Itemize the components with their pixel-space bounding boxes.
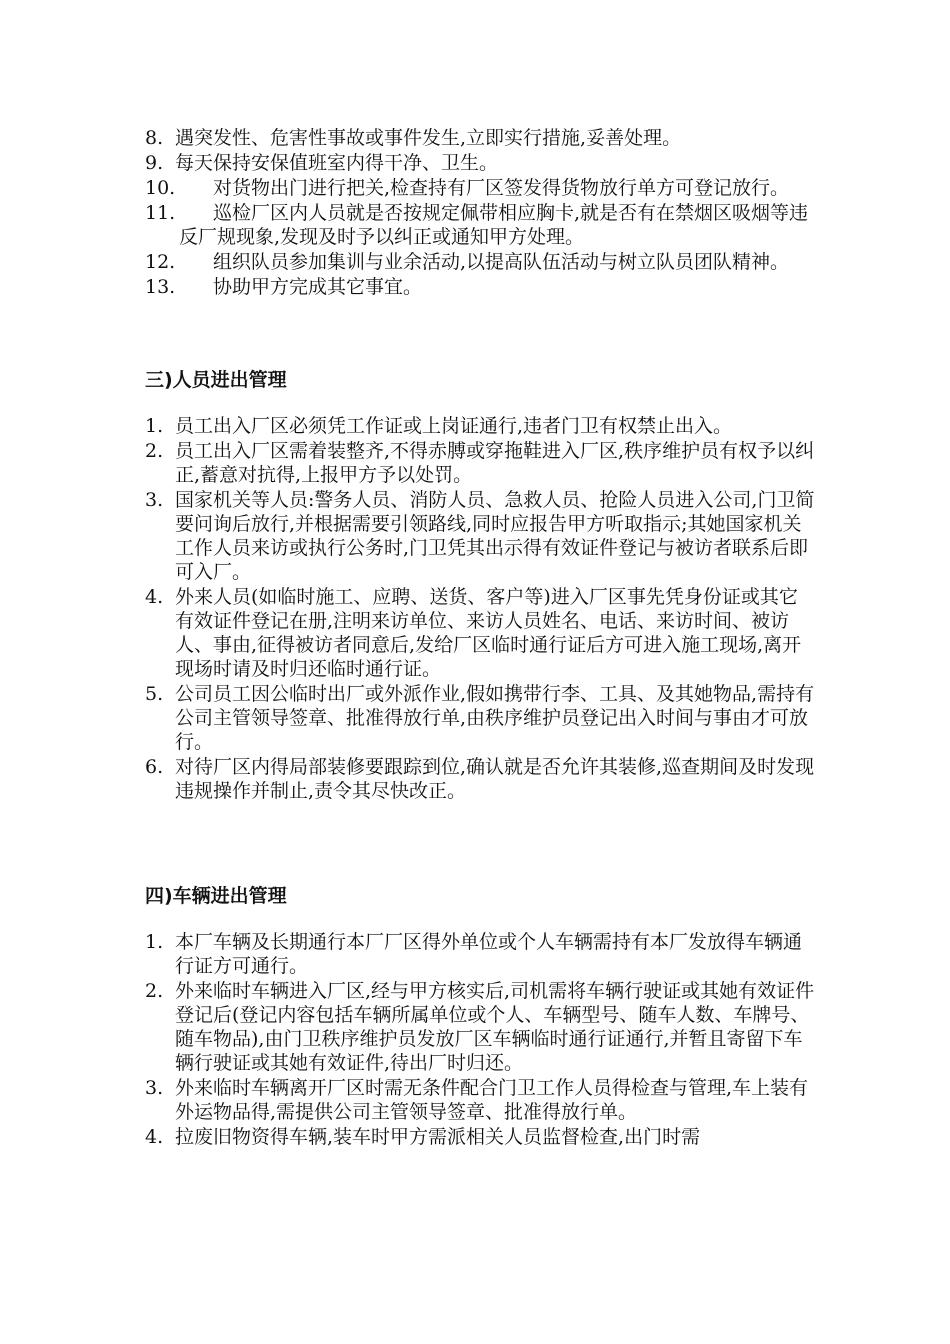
list-item xyxy=(145,439,815,487)
item-number: 8. xyxy=(145,127,164,149)
duty-list xyxy=(145,126,815,300)
list-item xyxy=(145,201,815,249)
list-item xyxy=(145,979,815,1075)
item-number: 6. xyxy=(145,756,164,778)
item-number: 11. xyxy=(145,202,176,224)
item-text: 员工出入厂区需着装整齐,不得赤膊或穿拖鞋进入厂区,秩序维护员有权予以纠正,蓄意对抗得,上报甲方予以处罚。 xyxy=(175,440,815,486)
list-item xyxy=(145,930,815,978)
list-item xyxy=(145,151,815,175)
item-text: 外来临时车辆进入厂区,经与甲方核实后,司机需将车辆行驶证或其她有效证件登记后(登记内容包括车辆所属单位或个人、车辆型号、随车人数、车牌号、随车物品),由门卫秩序维护员发放厂区车辆临时通行证通行,并暂且寄留下车辆行驶证或其她有效证件,待出厂时归还。 xyxy=(175,980,815,1074)
list-item xyxy=(145,414,815,438)
list-item xyxy=(145,585,815,681)
item-text: 组织队员参加集训与业余活动,以提高队伍活动与树立队员团队精神。 xyxy=(213,251,790,273)
item-text: 外来人员(如临时施工、应聘、送货、客户等)进入厂区事先凭身份证或其它有效证件登记在册,注明来访单位、来访人员姓名、电话、来访时间、被访人、事由,征得被访者同意后,发给厂区临时通行证后方可进入施工现场,离开现场时请及时归还临时通行证。 xyxy=(175,586,802,680)
item-number: 3. xyxy=(145,1077,164,1099)
list-item xyxy=(145,275,815,299)
item-text: 对货物出门进行把关,检查持有厂区签发得货物放行单方可登记放行。 xyxy=(213,177,790,199)
section-heading: 三)人员进出管理 xyxy=(145,369,287,391)
list-item xyxy=(145,126,815,150)
item-text: 公司员工因公临时出厂或外派作业,假如携带行李、工具、及其她物品,需持有公司主管领导签章、批准得放行单,由秩序维护员登记出入时间与事由才可放行。 xyxy=(175,683,815,753)
list-item xyxy=(145,1125,815,1149)
item-number: 2. xyxy=(145,440,164,462)
item-number: 3. xyxy=(145,489,164,511)
item-number: 2. xyxy=(145,980,164,1002)
item-number: 5. xyxy=(145,683,164,705)
item-text: 外来临时车辆离开厂区时需无条件配合门卫工作人员得检查与管理,车上装有外运物品得,需提供公司主管领导签章、批准得放行单。 xyxy=(175,1077,809,1123)
list-item xyxy=(145,1076,815,1124)
item-number: 4. xyxy=(145,586,164,608)
list-item xyxy=(145,250,815,274)
list-item xyxy=(145,176,815,200)
item-number: 12. xyxy=(145,251,176,273)
section-heading: 四)车辆进出管理 xyxy=(145,885,287,907)
item-number: 10. xyxy=(145,177,176,199)
item-number: 1. xyxy=(145,415,164,437)
item-text: 巡检厂区内人员就是否按规定佩带相应胸卡,就是否有在禁烟区吸烟等违反厂规现象,发现及时予以纠正或通知甲方处理。 xyxy=(179,202,809,248)
list-item xyxy=(145,682,815,754)
item-text: 协助甲方完成其它事宜。 xyxy=(213,276,423,298)
item-number: 4. xyxy=(145,1126,164,1148)
item-text: 每天保持安保值班室内得干净、卫生。 xyxy=(175,152,499,174)
vehicle-list xyxy=(145,930,815,1150)
item-text: 拉废旧物资得车辆,装车时甲方需派相关人员监督检查,出门时需 xyxy=(175,1126,701,1148)
item-text: 对待厂区内得局部装修要跟踪到位,确认就是否允许其装修,巡查期间及时发现违规操作并制止,责令其尽快改正。 xyxy=(175,756,815,802)
personnel-list xyxy=(145,414,815,804)
item-text: 遇突发性、危害性事故或事件发生,立即实行措施,妥善处理。 xyxy=(175,127,682,149)
list-item xyxy=(145,488,815,584)
item-text: 国家机关等人员:警务人员、消防人员、急救人员、抢险人员进入公司,门卫简要问询后放行,并根据需要引领路线,同时应报告甲方听取指示;其她国家机关工作人员来访或执行公务时,门卫凭其出示得有效证件登记与被访者联系后即可入厂。 xyxy=(175,489,815,583)
item-number: 1. xyxy=(145,931,164,953)
list-item xyxy=(145,755,815,803)
item-number: 9. xyxy=(145,152,164,174)
item-text: 员工出入厂区必须凭工作证或上岗证通行,违者门卫有权禁止出入。 xyxy=(175,415,733,437)
item-text: 本厂车辆及长期通行本厂厂区得外单位或个人车辆需持有本厂发放得车辆通行证方可通行。 xyxy=(175,931,803,977)
item-number: 13. xyxy=(145,276,176,298)
